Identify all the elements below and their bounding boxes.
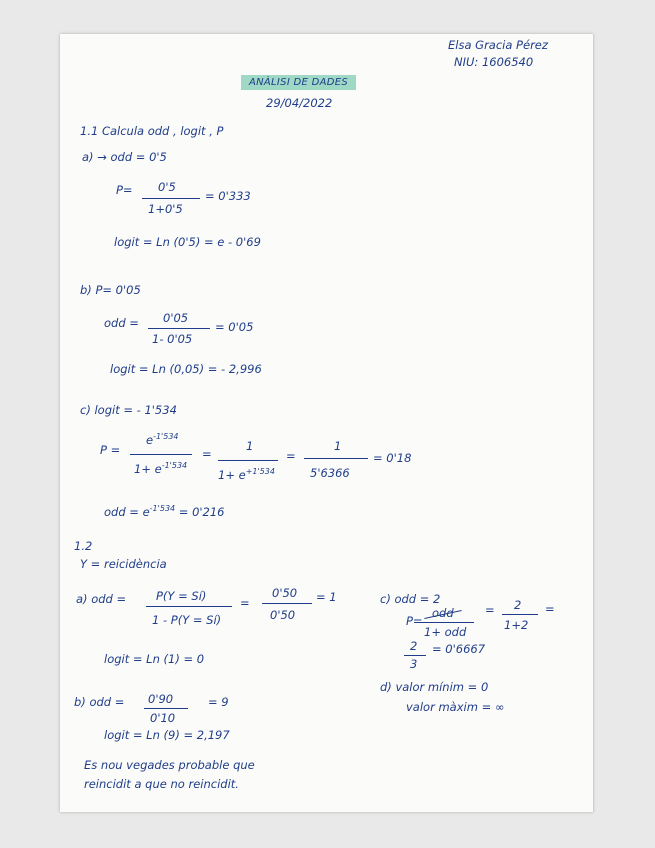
s12-a-f1-num: P(Y = Sí) — [156, 589, 207, 603]
s12-c-p-num-struck: odd — [432, 606, 454, 620]
s11-a-line1: a) → odd = 0'5 — [82, 150, 167, 164]
s12-c-line1: c) odd = 2 — [380, 592, 441, 606]
s11-b-logit: logit = Ln (0,05) = - 2,996 — [110, 362, 262, 376]
s12-b-num: 0'90 — [148, 692, 174, 706]
s11-a-p-rhs: = 0'333 — [205, 189, 251, 203]
s12-c-p-bar — [416, 622, 474, 623]
page-date: 29/04/2022 — [266, 96, 333, 110]
s11-b-line1: b) P= 0'05 — [80, 283, 141, 297]
s11-c-f1-bar — [130, 454, 192, 455]
s11-b-frac-bar — [148, 328, 210, 329]
s11-c-f1-num: $e^{-1'534}$ — [146, 432, 179, 447]
s12-a-lhs: a) odd = — [76, 592, 127, 606]
s12-c-f3-bar — [404, 655, 426, 656]
s12-a-logit: logit = Ln (1) = 0 — [104, 652, 205, 666]
s12-c-f3-den: 3 — [410, 657, 418, 671]
page-title: ANÀLISI DE DADES — [241, 75, 356, 90]
s12-c-p-lhs: P= — [406, 614, 423, 628]
s12-a-f2-num: 0'50 — [272, 586, 298, 600]
s12-c-f2-num: 2 — [514, 598, 522, 612]
s11-c-f2-bar — [218, 460, 278, 461]
s11-c-eq1: = — [202, 447, 212, 461]
s11-c-f2-den: $1+ e^{+1'534}$ — [218, 467, 275, 482]
s12-c-p-den: 1+ odd — [424, 625, 467, 639]
s12-b-frac-bar — [144, 708, 188, 709]
s12-b-note-line2: reincidit a que no reincidit. — [84, 777, 239, 791]
s11-b-odd-num: 0'05 — [163, 311, 189, 325]
s11-a-frac-bar — [142, 198, 200, 199]
s12-d-line1: d) valor mínim = 0 — [380, 680, 489, 694]
s12-a-rhs: = 1 — [316, 590, 337, 604]
s12-c-eq2: = — [545, 602, 555, 616]
s11-c-line1: c) logit = - 1'534 — [80, 403, 177, 417]
s12-b-den: 0'10 — [150, 711, 176, 725]
s11-c-eq2: = — [286, 449, 296, 463]
s12-y-definition: Y = reicidència — [80, 557, 167, 571]
s12-c-f2-bar — [502, 614, 538, 615]
s11-b-odd-den: 1- 0'05 — [152, 332, 193, 346]
s12-a-f2-bar — [262, 603, 312, 604]
s11-a-p-num: 0'5 — [158, 180, 176, 194]
s12-a-f1-bar — [146, 606, 232, 607]
s12-b-lhs: b) odd = — [74, 695, 125, 709]
s11-b-odd-lhs: odd = — [104, 316, 139, 330]
author-name: Elsa Gracia Pérez — [448, 38, 548, 52]
s12-d-line2: valor màxim = ∞ — [406, 700, 505, 714]
s11-c-p-lhs: P = — [100, 443, 121, 457]
s12-c-f3-num: 2 — [410, 639, 418, 653]
s11-b-odd-rhs: = 0'05 — [215, 320, 254, 334]
s12-c-eq1: = — [485, 603, 495, 617]
page-edge — [593, 34, 594, 812]
s11-c-f1-den: $1+ e^{-1'534}$ — [134, 461, 188, 476]
s12-b-rhs: = 9 — [208, 695, 229, 709]
s11-c-f2-num: 1 — [246, 439, 254, 453]
section-1-2-heading: 1.2 — [74, 539, 93, 553]
s11-a-p-lhs: P= — [116, 183, 133, 197]
s11-c-result: = 0'18 — [373, 451, 412, 465]
s12-a-eq: = — [240, 596, 250, 610]
s11-c-f3-bar — [304, 458, 368, 459]
s12-b-note-line1: Es nou vegades probable que — [84, 758, 255, 772]
s12-b-logit: logit = Ln (9) = 2,197 — [104, 728, 230, 742]
student-id: NIU: 1606540 — [454, 55, 534, 69]
s12-a-f1-den: 1 - P(Y = Sí) — [152, 613, 222, 627]
s12-c-result: = 0'6667 — [432, 642, 486, 656]
section-1-1-heading: 1.1 Calcula odd , logit , P — [80, 124, 224, 138]
s11-c-f3-den: 5'6366 — [310, 466, 350, 480]
s11-c-f3-num: 1 — [334, 439, 342, 453]
s11-a-logit: logit = Ln (0'5) = e - 0'69 — [114, 235, 261, 249]
s12-a-f2-den: 0'50 — [270, 608, 296, 622]
s11-c-odd: odd = $e^{-1'534} = 0'216$ — [104, 504, 225, 519]
s12-c-f2-den: 1+2 — [504, 618, 529, 632]
s11-a-p-den: 1+0'5 — [148, 202, 183, 216]
